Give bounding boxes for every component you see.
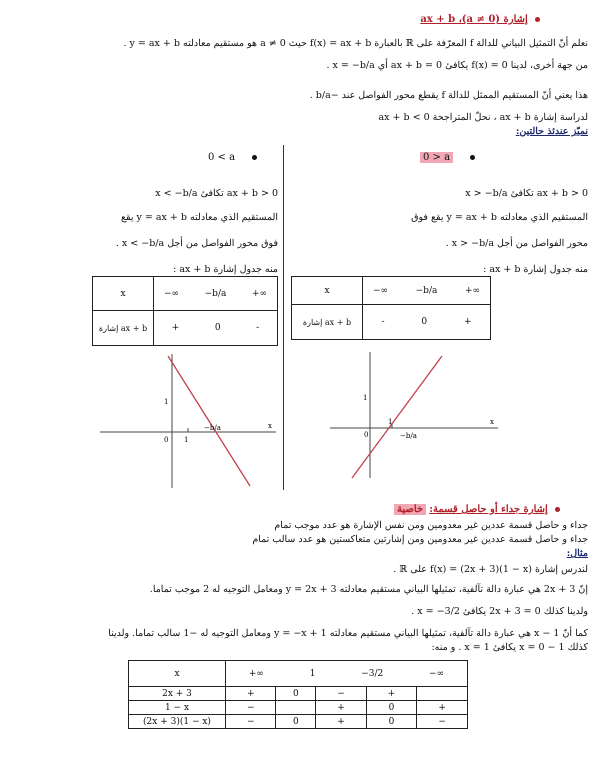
table-cell bbox=[363, 305, 491, 340]
x-tick-label: 1 bbox=[388, 418, 393, 426]
minus-infinity: −∞ bbox=[164, 288, 180, 299]
section2-title bbox=[180, 504, 560, 515]
column-divider bbox=[283, 145, 284, 490]
right-case-line3: منه جدول إشارة ax + b : bbox=[483, 264, 588, 275]
table-cell: 0 bbox=[366, 715, 416, 729]
sign-value: 0 bbox=[214, 323, 221, 333]
table-cell bbox=[154, 311, 278, 346]
column-value: 1 bbox=[309, 668, 316, 679]
left-case-line3: منه جدول إشارة ax + b : bbox=[173, 264, 278, 275]
table-cell bbox=[417, 687, 468, 701]
table-cell bbox=[154, 277, 278, 311]
root-value: −b/a bbox=[415, 285, 438, 296]
example-label: مثال: bbox=[566, 548, 588, 559]
table-cell: + bbox=[316, 715, 366, 729]
table-cell: − bbox=[417, 715, 468, 729]
left-case-head bbox=[208, 152, 257, 163]
example-line-4: كما أنّ 1 − x هي عبارة دالة تآلفية، تمثيلها البياني مستقيم معادلته y = −x + 1 ومعامل التوجيه له −1 سالب تماما. ولدينا bbox=[108, 628, 588, 639]
table-cell: إشارة ax + b bbox=[292, 305, 363, 340]
x-axis-label: x bbox=[490, 418, 494, 426]
left-case-ineq: ax + b > 0 تكافئ x < −b/a bbox=[155, 188, 278, 199]
origin-label: 0 bbox=[364, 431, 369, 439]
table-cell bbox=[363, 277, 491, 305]
table-cell: + bbox=[226, 687, 276, 701]
root-label: −b/a bbox=[204, 424, 221, 432]
left-graph bbox=[100, 352, 280, 490]
table-cell: − bbox=[316, 687, 366, 701]
sign-value: + bbox=[464, 317, 472, 327]
table-cell bbox=[276, 701, 316, 715]
y-tick-label: 1 bbox=[363, 394, 368, 402]
sign-value: - bbox=[256, 323, 260, 333]
root-value: −b/a bbox=[204, 288, 227, 299]
right-graph bbox=[330, 350, 500, 480]
example-line-2: إنّ 2x + 3 هي عبارة دالة تآلفية، تمثيلها البياني مستقيم معادلته y = 2x + 3 ومعامل التوجيه له 2 موجب تماما. bbox=[149, 584, 588, 595]
two-cases-label: نميّز عندئذ حالتين: bbox=[515, 126, 588, 137]
example-line-5: كذلك 1 − x = 0 يكافئ x = 1 . و منه: bbox=[431, 642, 588, 653]
table-cell: x bbox=[292, 277, 363, 305]
table-cell: + bbox=[316, 701, 366, 715]
column-value: −∞ bbox=[429, 668, 445, 679]
example-line-3: ولدينا كذلك 2x + 3 = 0 يكافئ x = −3/2 . bbox=[411, 606, 588, 617]
table-cell: + bbox=[417, 701, 468, 715]
table-cell: x bbox=[129, 661, 226, 687]
intro-line-1: نعلم أنّ التمثيل البياني للدالة f المعرّفة على ℝ بالعبارة f(x) = ax + b حيث a ≠ 0 هو مستقيم معادلته y = ax + b . bbox=[123, 38, 588, 49]
intro-line-4: لدراسة إشارة ax + b ، نحلّ المتراجحة ax + b < 0 bbox=[378, 112, 588, 123]
right-case-head-text: 0 > a bbox=[420, 152, 453, 163]
bullet-icon bbox=[555, 507, 560, 512]
row-label: 1 − x bbox=[129, 701, 226, 715]
table-cell: إشارة ax + b bbox=[93, 311, 154, 346]
property-badge: خاصية bbox=[394, 504, 426, 515]
right-case-ineq: ax + b > 0 تكافئ x > −b/a bbox=[465, 188, 588, 199]
x-axis-label: x bbox=[268, 422, 272, 430]
left-case-line1: المستقيم الذي معادلته y = ax + b يقع bbox=[120, 212, 278, 223]
final-sign-table bbox=[128, 660, 468, 729]
table-cell: 0 bbox=[366, 701, 416, 715]
root-label: −b/a bbox=[400, 432, 417, 440]
bullet-icon bbox=[470, 155, 475, 160]
sign-value: - bbox=[381, 317, 385, 327]
right-case-line2: محور الفواصل من أجل x > −b/a . bbox=[445, 238, 588, 249]
section1-title-text: إشارة ax + b ،(a ≠ 0) bbox=[420, 14, 528, 25]
plus-infinity: +∞ bbox=[251, 288, 267, 299]
table-cell: x bbox=[93, 277, 154, 311]
table-cell: 0 bbox=[276, 687, 316, 701]
plus-infinity: +∞ bbox=[464, 285, 480, 296]
table-cell: + bbox=[366, 687, 416, 701]
table-cell: − bbox=[226, 715, 276, 729]
table-cell: − bbox=[226, 701, 276, 715]
column-value: +∞ bbox=[248, 668, 264, 679]
row-label: (2x + 3)(1 − x) bbox=[129, 715, 226, 729]
right-sign-table bbox=[291, 276, 491, 340]
example-line-1: لندرس إشارة f(x) = (2x + 3)(1 − x) على ℝ . bbox=[393, 564, 588, 575]
line-increasing bbox=[352, 356, 442, 478]
line-decreasing bbox=[168, 356, 250, 486]
minus-infinity: −∞ bbox=[373, 285, 389, 296]
table-cell bbox=[226, 661, 468, 687]
property-line-1: جداء و حاصل قسمة عددين غير معدومين ومن نفس الإشارة هو عدد موجب تمام bbox=[274, 520, 588, 531]
property-line-2: جداء و حاصل قسمة عددين غير معدومين ومن إشارتين متعاكستين هو عدد سالب تمام bbox=[252, 534, 588, 545]
left-case-line2: فوق محور الفواصل من أجل x < −b/a . bbox=[115, 238, 278, 249]
sign-value: 0 bbox=[421, 317, 428, 327]
right-case-line1: المستقيم الذي معادلته y = ax + b يقع فوق bbox=[411, 212, 588, 223]
bullet-icon bbox=[535, 17, 540, 22]
row-label: 2x + 3 bbox=[129, 687, 226, 701]
bullet-icon bbox=[252, 155, 257, 160]
y-tick-label: 1 bbox=[164, 398, 169, 406]
left-sign-table bbox=[92, 276, 278, 346]
table-cell: 0 bbox=[276, 715, 316, 729]
section2-title-text: إشارة جداء أو حاصل قسمة: bbox=[429, 504, 548, 515]
sign-value: + bbox=[171, 323, 180, 333]
right-case-head bbox=[420, 152, 475, 163]
origin-label: 0 bbox=[164, 436, 169, 444]
column-value: −3/2 bbox=[361, 668, 384, 679]
intro-line-2: من جهة أخرى، لدينا f(x) = 0 يكافئ ax + b = 0 أي x = −b/a . bbox=[326, 60, 588, 71]
left-case-head-text: 0 < a bbox=[208, 152, 236, 163]
intro-line-3: هذا يعني أنّ المستقيم الممثل للدالة f يقطع محور الفواصل عند −b/a . bbox=[309, 90, 588, 101]
section1-title bbox=[240, 14, 540, 25]
x-tick-label: 1 bbox=[184, 436, 189, 444]
